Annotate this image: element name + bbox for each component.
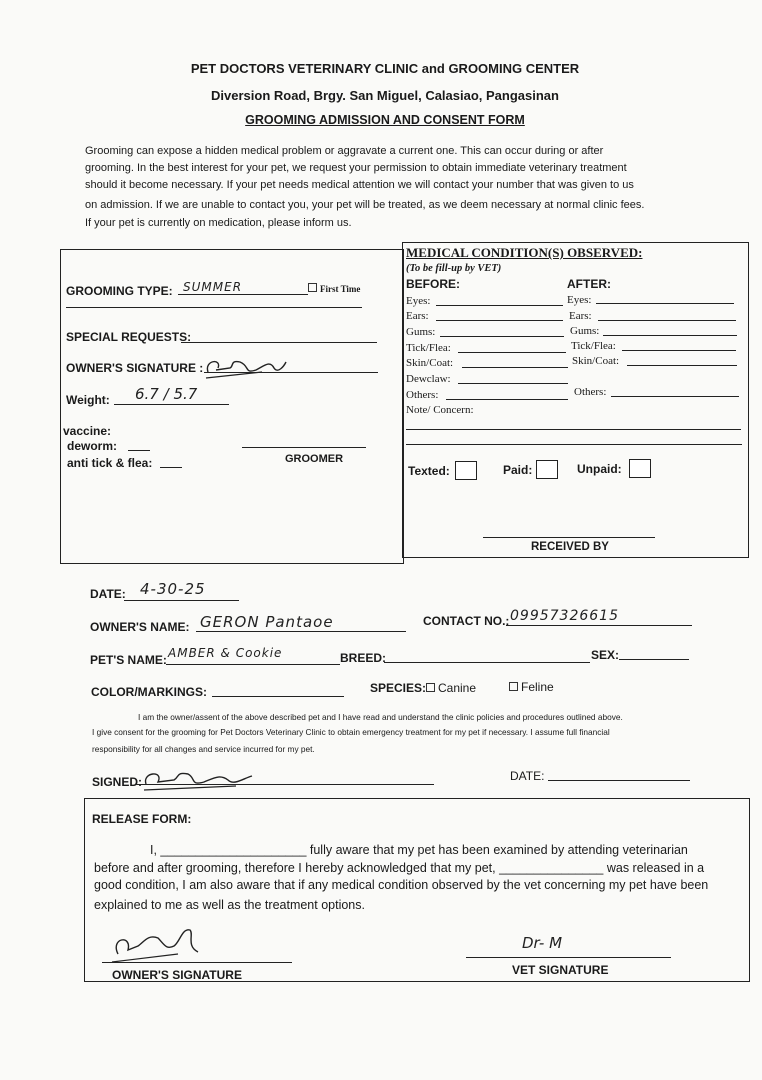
texted-label: Texted: bbox=[408, 464, 450, 478]
first-time-label: First Time bbox=[320, 284, 361, 294]
deworm-label: deworm: bbox=[67, 439, 118, 453]
after-eyes-line[interactable] bbox=[596, 303, 734, 304]
intro-line: on admission. If we are unable to contact you, your pet will be treated, as we deem necessary at normal clinic fees. bbox=[85, 199, 645, 211]
note-concern-label: Note/ Concern: bbox=[406, 404, 474, 416]
before-field-label: Eyes: bbox=[406, 295, 431, 307]
clinic-address: Diversion Road, Brgy. San Miguel, Calasiao, Pangasinan bbox=[211, 88, 559, 103]
vaccine-label: vaccine: bbox=[63, 424, 112, 438]
unpaid-checkbox[interactable] bbox=[629, 459, 651, 478]
vet-signature-line[interactable] bbox=[466, 957, 671, 958]
consent-signature-scribble bbox=[140, 766, 270, 794]
after-field-label: Skin/Coat: bbox=[572, 355, 620, 367]
before-field-label: Skin/Coat: bbox=[406, 357, 454, 369]
grooming-type-line bbox=[178, 294, 308, 295]
after-field-label: Others: bbox=[574, 386, 607, 398]
consent-line: I give consent for the grooming for Pet Doctors Veterinary Clinic to obtain emergency treatment for my pet if necessary. I assume full financial bbox=[92, 727, 610, 737]
vet-initials: Dr- M bbox=[522, 934, 563, 952]
before-field-label: Gums: bbox=[406, 326, 436, 338]
form-title: GROOMING ADMISSION AND CONSENT FORM bbox=[245, 113, 525, 127]
after-ears-line[interactable] bbox=[598, 320, 736, 321]
clinic-name: PET DOCTORS VETERINARY CLINIC and GROOMING CENTER bbox=[190, 61, 580, 76]
after-tickflea-line[interactable] bbox=[622, 350, 736, 351]
release-line: explained to me as well as the treatment options. bbox=[94, 898, 365, 912]
before-skincoat-line[interactable] bbox=[462, 367, 568, 368]
before-others-line[interactable] bbox=[446, 399, 568, 400]
after-label: AFTER: bbox=[567, 277, 611, 291]
consent-line: I am the owner/assent of the above described pet and I have read and understand the clinic policies and procedures outlined above. bbox=[138, 712, 623, 722]
after-field-label: Gums: bbox=[570, 325, 600, 337]
pet-name-value[interactable]: AMBER & Cookie bbox=[168, 646, 283, 660]
after-skincoat-line[interactable] bbox=[627, 365, 737, 366]
texted-checkbox[interactable] bbox=[455, 461, 477, 480]
after-gums-line[interactable] bbox=[603, 335, 737, 336]
unpaid-label: Unpaid: bbox=[577, 462, 622, 476]
pet-name-line bbox=[166, 664, 340, 665]
before-label: BEFORE: bbox=[406, 277, 460, 291]
color-markings-line[interactable] bbox=[212, 696, 344, 697]
release-owner-signature-line[interactable] bbox=[102, 962, 292, 963]
date-line bbox=[124, 600, 239, 601]
note-line-2[interactable] bbox=[406, 444, 742, 445]
release-line: before and after grooming, therefore I hereby acknowledged that my pet, _______________ was released in a bbox=[94, 861, 705, 875]
groomer-label: GROOMER bbox=[285, 453, 344, 465]
before-gums-line[interactable] bbox=[440, 336, 564, 337]
release-title: RELEASE FORM: bbox=[92, 812, 192, 826]
before-dewclaw-line[interactable] bbox=[458, 383, 568, 384]
groomer-line[interactable] bbox=[242, 447, 366, 448]
contact-label: CONTACT NO.: bbox=[423, 614, 510, 628]
special-requests-label: SPECIAL REQUESTS: bbox=[66, 330, 192, 344]
weight-line bbox=[114, 404, 229, 405]
vet-signature-label: VET SIGNATURE bbox=[512, 963, 609, 977]
breed-line[interactable] bbox=[384, 662, 590, 663]
intro-line: If your pet is currently on medication, please inform us. bbox=[85, 217, 352, 229]
sex-line[interactable] bbox=[619, 659, 689, 660]
contact-value[interactable]: 09957326615 bbox=[510, 608, 619, 624]
owner-name-line bbox=[196, 631, 406, 632]
release-line: I, _____________________ fully aware that my pet has been examined by attending veterinarian bbox=[150, 843, 688, 857]
deworm-line[interactable] bbox=[128, 450, 150, 451]
signed-date-label: DATE: bbox=[510, 769, 545, 783]
canine-checkbox[interactable] bbox=[426, 683, 435, 692]
after-field-label: Eyes: bbox=[567, 294, 592, 306]
after-others-line[interactable] bbox=[611, 396, 739, 397]
signed-label: SIGNED: bbox=[92, 775, 143, 789]
intro-line: grooming. In the best interest for your pet, we request your permission to obtain immediate veterinary treatment bbox=[85, 162, 627, 174]
before-field-label: Ears: bbox=[406, 310, 429, 322]
signed-line[interactable] bbox=[136, 784, 434, 785]
weight-label: Weight: bbox=[66, 393, 110, 407]
feline-checkbox[interactable] bbox=[509, 682, 518, 691]
note-line-1[interactable] bbox=[406, 429, 741, 430]
weight-value[interactable]: 6.7 / 5.7 bbox=[135, 385, 198, 403]
antitick-label: anti tick & flea: bbox=[67, 456, 153, 470]
after-field-label: Tick/Flea: bbox=[571, 340, 616, 352]
before-field-label: Tick/Flea: bbox=[406, 342, 451, 354]
first-time-checkbox[interactable] bbox=[308, 283, 317, 292]
paid-label: Paid: bbox=[503, 463, 533, 477]
canine-label: Canine bbox=[438, 681, 477, 695]
grooming-extra-line bbox=[66, 307, 362, 308]
medical-title: MEDICAL CONDITION(S) OBSERVED: bbox=[406, 245, 643, 260]
owner-name-label: OWNER'S NAME: bbox=[90, 620, 190, 634]
grooming-type-value[interactable]: SUMMER bbox=[183, 280, 243, 294]
contact-line bbox=[506, 625, 692, 626]
feline-label: Feline bbox=[521, 680, 554, 694]
date-value[interactable]: 4-30-25 bbox=[140, 580, 206, 598]
pet-name-label: PET'S NAME: bbox=[90, 653, 167, 667]
signed-date-line[interactable] bbox=[548, 780, 690, 781]
owner-signature-label: OWNER'S SIGNATURE : bbox=[66, 361, 204, 375]
before-field-label: Dewclaw: bbox=[406, 373, 451, 385]
before-ears-line[interactable] bbox=[436, 320, 563, 321]
consent-line: responsibility for all changes and service incurred for my pet. bbox=[92, 744, 315, 754]
first-time-option[interactable] bbox=[308, 283, 360, 294]
color-markings-label: COLOR/MARKINGS: bbox=[91, 685, 207, 699]
before-eyes-line[interactable] bbox=[436, 305, 563, 306]
before-tickflea-line[interactable] bbox=[458, 352, 566, 353]
breed-label: BREED: bbox=[340, 651, 387, 665]
owner-signature-scribble bbox=[200, 352, 290, 382]
sex-label: SEX: bbox=[591, 648, 620, 662]
feline-option[interactable] bbox=[509, 680, 554, 694]
release-line: good condition, I am also aware that if any medical condition observed by the vet concerning my pet have been bbox=[94, 878, 709, 892]
before-field-label: Others: bbox=[406, 389, 439, 401]
received-by-line[interactable] bbox=[483, 537, 655, 538]
grooming-type-label: GROOMING TYPE: bbox=[66, 284, 173, 298]
paid-checkbox[interactable] bbox=[536, 460, 558, 479]
species-label: SPECIES: bbox=[370, 681, 427, 695]
special-requests-line[interactable] bbox=[181, 342, 377, 343]
intro-line: Grooming can expose a hidden medical problem or aggravate a current one. This can occur during or after bbox=[85, 145, 604, 157]
received-by-label: RECEIVED BY bbox=[531, 541, 609, 553]
intro-line: should it become necessary. If your pet needs medical attention we will contact your number that was given to us bbox=[85, 179, 634, 191]
medical-subtitle: (To be fill-up by VET) bbox=[406, 263, 502, 274]
antitick-line[interactable] bbox=[160, 467, 182, 468]
date-label: DATE: bbox=[90, 587, 126, 601]
release-owner-signature-label: OWNER'S SIGNATURE bbox=[112, 968, 242, 982]
canine-option[interactable] bbox=[426, 681, 476, 695]
owner-name-value[interactable]: GERON Pantaoe bbox=[200, 613, 334, 631]
after-field-label: Ears: bbox=[569, 310, 592, 322]
